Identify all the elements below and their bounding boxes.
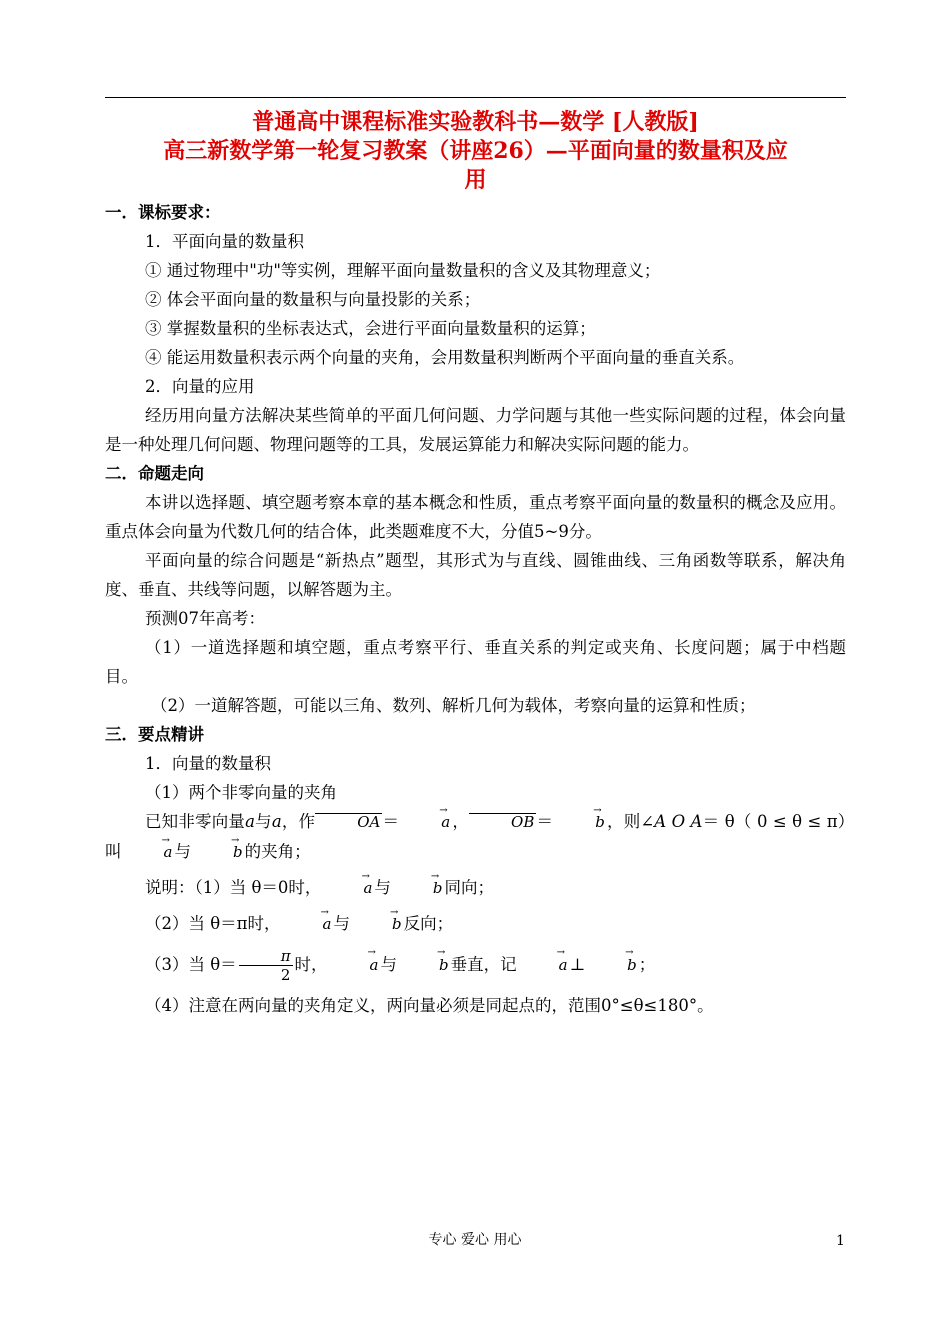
vector-b: → b [397, 945, 451, 985]
note-4: （4）注意在两向量的夹角定义，两向量必须是同起点的，范围0°≤θ≤180°。 [145, 996, 714, 1015]
header-rule [105, 97, 846, 98]
paragraph: （1）两个非零向量的夹角 [145, 783, 337, 802]
section-heading-3: 三．要点精讲 [105, 725, 204, 744]
vector-oa: OA [315, 813, 382, 830]
page-footer: 专心 爱心 用心 [428, 1232, 522, 1248]
vector-a: → a [517, 945, 570, 985]
paragraph: 1．平面向量的数量积 [145, 232, 304, 251]
paragraph: ③ 掌握数量积的坐标表达式，会进行平面向量数量积的运算； [145, 319, 596, 338]
note-1: 说明：（1）当 θ＝0时，→ a 与→ b 同向； [105, 873, 846, 903]
vector-b: → b [553, 808, 607, 837]
paragraph: 平面向量的综合问题是“新热点”题型，其形式为与直线、圆锥曲线、三角函数等联系，解决角度、垂直、共线等问题，以解答题为主。 [105, 551, 846, 599]
paragraph: 预测07年高考： [145, 609, 265, 628]
section-heading-2: 二．命题走向 [105, 464, 204, 483]
vector-a: → a [321, 874, 374, 903]
paragraph: 2．向量的应用 [145, 377, 255, 396]
document-title [105, 108, 846, 195]
vector-ob: OB [469, 813, 536, 830]
paragraph: ④ 能运用数量积表示两个向量的夹角，会用数量积判断两个平面向量的垂直关系。 [145, 348, 745, 367]
page-number: 1 [836, 1233, 845, 1249]
paragraph: ② 体会平面向量的数量积与向量投影的关系； [145, 290, 481, 309]
note-3: （3）当 θ＝ $\frac{\pi}{2}$ 时，→ a 与→ b 垂直，记→ a ⊥→ b ； [105, 945, 846, 985]
vector-a: → a [122, 838, 175, 867]
paragraph: 经历用向量方法解决某些简单的平面几何问题、力学问题与其他一些实际问题的过程，体会向量是一种处理几何问题、物理问题等的工具，发展运算能力和解决实际问题的能力。 [105, 406, 846, 454]
vector-b: → b [191, 838, 245, 867]
angle-definition: 已知非零向量a与a，作 OA ＝→ a ， OB ＝→ b ，则∠A O A＝ θ（ 0 ≤ θ ≤ π）叫→ a 与→ b 的夹角； [105, 807, 846, 867]
paragraph: （1）一道选择题和填空题，重点考察平行、垂直关系的判定或夹角、长度问题；属于中档题目。 [105, 638, 846, 686]
vector-b: → b [585, 945, 639, 985]
document-body [105, 198, 846, 1020]
paragraph: 本讲以选择题、填空题考察本章的基本概念和性质，重点考察平面向量的数量积的概念及应用。重点体会向量为代数几何的结合体，此类题难度不大，分值5~9分。 [105, 493, 846, 541]
fraction-pi-over-2: $\frac{\pi}{2}$ [239, 947, 293, 984]
paragraph: ① 通过物理中"功"等实例，理解平面向量数量积的含义及其物理意义； [145, 261, 661, 280]
vector-b: → b [391, 874, 445, 903]
title-line-2: 高三新数学第一轮复习教案（讲座26）—平面向量的数量积及应 [163, 138, 788, 164]
paragraph: 1．向量的数量积 [145, 754, 271, 773]
vector-a: → a [281, 910, 334, 939]
section-heading-1: 一．课标要求： [105, 203, 221, 222]
title-line-3: 用 [464, 167, 487, 193]
vector-a: → a [328, 945, 381, 985]
title-line-1: 普通高中课程标准实验教科书—数学 [人教版] [252, 109, 699, 135]
vector-b: → b [350, 910, 404, 939]
vector-a: → a [399, 808, 452, 837]
paragraph: （2）一道解答题，可能以三角、数列、解析几何为载体，考察向量的运算和性质； [151, 696, 756, 715]
note-2: （2）当 θ＝π时，→ a 与→ b 反向； [105, 909, 846, 939]
